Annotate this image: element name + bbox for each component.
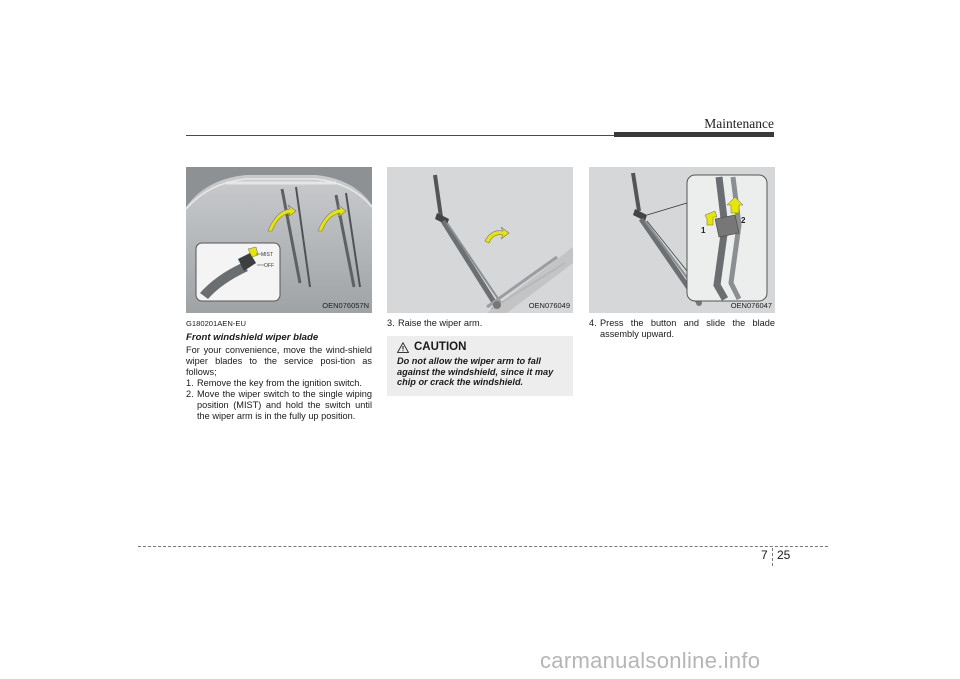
page-number: 25 bbox=[777, 548, 791, 562]
step-list bbox=[589, 318, 775, 340]
column-3-text bbox=[589, 318, 775, 340]
column-1-text bbox=[186, 318, 372, 422]
step-number: 1. bbox=[186, 378, 194, 388]
reference-code: G180201AEN-EU bbox=[186, 319, 246, 328]
caution-title: CAUTION bbox=[414, 341, 467, 353]
callout-2: 2 bbox=[741, 216, 746, 225]
step-item bbox=[186, 389, 372, 422]
step-list bbox=[387, 318, 573, 329]
watermark-text: carmanualsonline.info bbox=[540, 648, 761, 673]
step-number: 2. bbox=[186, 389, 194, 399]
step-number: 4. bbox=[589, 318, 597, 328]
step-text: Remove the key from the ignition switch. bbox=[197, 378, 362, 388]
step-list bbox=[186, 378, 372, 422]
callout-1: 1 bbox=[701, 226, 706, 235]
windshield-illustration bbox=[186, 167, 372, 313]
step-item bbox=[387, 318, 573, 329]
figure-windshield-wipers bbox=[186, 167, 372, 313]
switch-label-mist: MIST bbox=[261, 252, 273, 258]
section-title: Maintenance bbox=[704, 116, 774, 131]
footer-rule bbox=[138, 546, 828, 547]
subheading: Front windshield wiper blade bbox=[186, 332, 319, 343]
step-number: 3. bbox=[387, 318, 395, 328]
header-rule-accent bbox=[614, 132, 774, 137]
figure-code: OEN076057N bbox=[322, 301, 369, 310]
step-text: Press the button and slide the blade assembly upward. bbox=[600, 318, 775, 339]
caution-box bbox=[387, 336, 573, 396]
figure-code: OEN076049 bbox=[528, 301, 570, 310]
step-item bbox=[186, 378, 372, 389]
figure-raise-wiper-arm bbox=[387, 167, 573, 313]
figure-code: OEN076047 bbox=[730, 301, 772, 310]
step-text: Raise the wiper arm. bbox=[398, 318, 483, 328]
column-2-text bbox=[387, 318, 573, 329]
step-item bbox=[589, 318, 775, 340]
caution-header bbox=[397, 341, 565, 353]
blade-release-illustration bbox=[589, 167, 775, 313]
step-text: Move the wiper switch to the single wiping position (MIST) and hold the switch until the wiper arm is in the fully up position. bbox=[197, 389, 372, 421]
intro-paragraph: For your convenience, move the wind-shield wiper blades to the service posi-tion as follows; bbox=[186, 345, 372, 377]
figure-blade-release bbox=[589, 167, 775, 313]
switch-label-off: OFF bbox=[264, 263, 274, 269]
page-number-divider bbox=[772, 548, 773, 566]
chapter-number: 7 bbox=[761, 548, 768, 562]
caution-text: Do not allow the wiper arm to fall against the windshield, since it may chip or crack the windshield. bbox=[397, 356, 554, 387]
warning-triangle-icon bbox=[397, 342, 409, 353]
wiper-arm-illustration bbox=[387, 167, 573, 313]
